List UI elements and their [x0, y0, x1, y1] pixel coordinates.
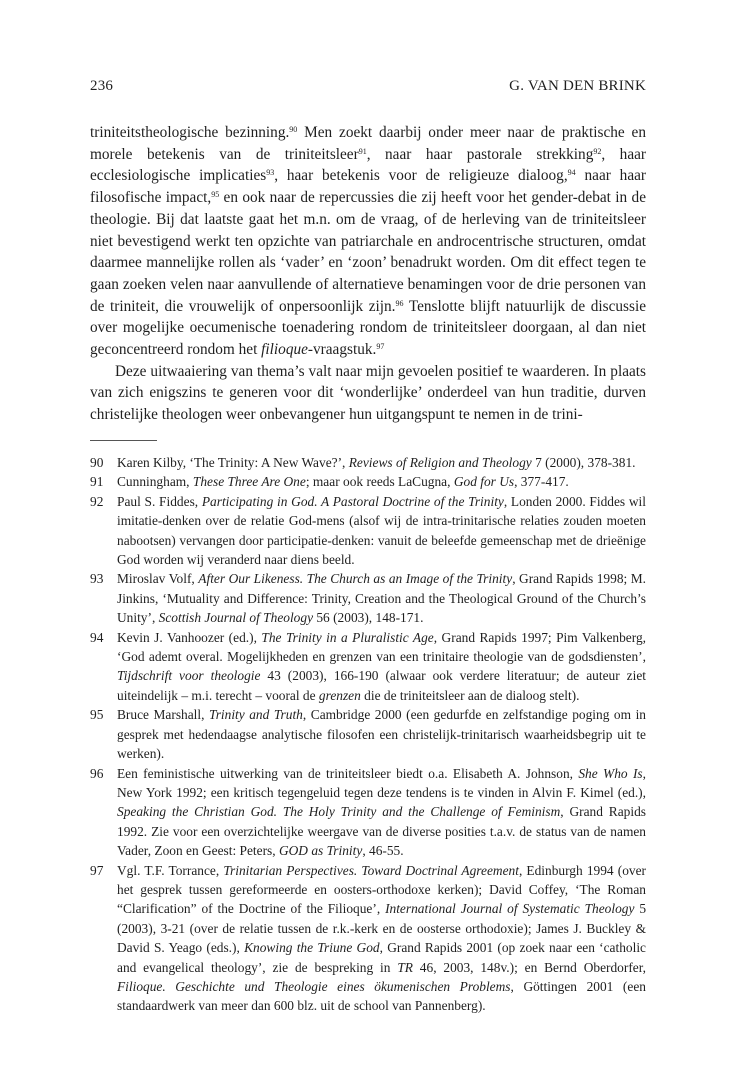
footnote-ref-93[interactable]: 93 — [266, 168, 275, 178]
footnote-text: Bruce Marshall, Trinity and Truth, Cambridge 2000 (een gedurfde en zelfstandige poging om in gesprek met hedendaagse analytische filosofen een christelijk-trinitarisch waarheidsbegrip uit te werken). — [117, 707, 646, 762]
footnote-ref-97[interactable]: 97 — [376, 342, 385, 352]
footnote-number: 97 — [90, 862, 104, 878]
footnote-ref-92[interactable]: 92 — [593, 146, 602, 156]
running-header — [90, 78, 646, 95]
footnote-number: 96 — [90, 765, 104, 781]
footnote-text: Een feministische uitwerking van de triniteitsleer biedt o.a. Elisabeth A. Johnson, She Who Is, New York 1992; een kritisch tegengeluid tegen deze tendens is te vinden in Alvin F. Kimel (ed.), Speaking the Christian God. The Holy Trinity and the Challenge of Feminism, Grand Rapids 1992. Zie voor een overzichtelijke weergave van de diverse posities t.a.v. de status van de namen Vader, Zoon en Geest: Peters, GOD as Trinity, 46-55. — [117, 765, 646, 859]
footnote-number: 92 — [90, 493, 104, 509]
page-number: 236 — [90, 78, 114, 94]
footnote-94 — [90, 628, 646, 706]
footnotes — [90, 453, 646, 1016]
footnote-text: Cunningham, These Three Are One; maar ook reeds LaCugna, God for Us, 377-417. — [117, 474, 569, 490]
footnote-97 — [90, 861, 646, 1016]
footnote-text: Karen Kilby, ‘The Trinity: A New Wave?’, Reviews of Religion and Theology 7 (2000), 378-381. — [117, 455, 636, 470]
running-head-author: G. VAN DEN BRINK — [509, 78, 646, 94]
footnote-text: Vgl. T.F. Torrance, Trinitarian Perspectives. Toward Doctrinal Agreement, Edinburgh 1994 (over het gesprek tussen gereformeerde en oosters-orthodoxe kerken); David Coffey, ‘The Roman “Clarification” of the Doctrine of the Filioque’, International Journal of Systematic Theology 5 (2003), 3-21 (over de relatie tussen de r.k.-kerk en de oosterse orthodoxie); James J. Buckley & David S. Yeago (eds.), Knowing the Triune God, Grand Rapids 2001 (op zoek naar een ‘catholic and evangelical theology’, zie de bespreking in TR 46, 2003, 148v.); en Bernd Oberdorfer, Filioque. Geschichte und Theologie eines ökumenischen Problems, Göttingen 2001 (een standaardwerk van meer dan 600 blz. uit de school van Pannenberg). — [117, 862, 647, 1014]
footnote-number: 90 — [90, 455, 104, 470]
footnote-text: Kevin J. Vanhoozer (ed.), The Trinity in a Pluralistic Age, Grand Rapids 1997; Pim Valkenberg, ‘God ademt overal. Mogelijkheden en grenzen van een trinitaire theologie van de godsdiensten’, Tijdschrift voor theologie 43 (2003), 166-190 (alwaar ook verdere literatuur; de auteur ziet uiteindelijk – m.i. terecht – vooral de grenzen die de triniteitsleer aan de dialoog stelt). — [117, 629, 647, 703]
footnote-text: Miroslav Volf, After Our Likeness. The Church as an Image of the Trinity, Grand Rapids 1998; M. Jinkins, ‘Mutuality and Difference: Trinity, Creation and the Theological Ground of the Church’s Unity’, Scottish Journal of Theology 56 (2003), 148-171. — [117, 571, 646, 626]
footnote-93 — [90, 569, 646, 627]
paragraph-1: triniteitstheologische bezinning.$^{90}$ Men zoekt daarbij onder meer naar de praktische en morele betekenis van de triniteitsleer$^{91}$, naar haar pastorale strekking$^{92}$, haar ecclesiologische implicaties$^{93}$, haar betekenis voor de religieuze dialoog,$^{94}$ naar haar filosofische impact,$^{95}$ en ook naar de repercussies die zij heeft voor het gender-debat in de theologie. Bij dat laatste gaat het m.n. om de vraag, of de herleving van de triniteitsleer niet bevestigend werkt ten opzichte van patriarchale en androcentrische structuren, omdat daarmee mannelijke rollen als ‘vader’ en ‘zoon’ benadrukt worden. Om dit effect tegen te gaan zoeken velen naar aanvullende of alternatieve benamingen voor de drie personen van de triniteit, die vrouwelijk of onpersoonlijk zijn.$^{96}$ Tenslotte blijft natuurlijk de discussie over mogelijke oecumenische toenadering rondom de triniteitsleer doorgaan, al dan niet geconcentreerd rondom het filioque-vraagstuk.$^{97}$ — [90, 124, 647, 359]
footnote-number: 93 — [90, 571, 104, 587]
footnote-ref-95[interactable]: 95 — [211, 190, 220, 200]
footnote-91 — [90, 472, 646, 491]
main-text — [90, 122, 646, 426]
paragraph-2: Deze uitwaaiering van thema’s valt naar mijn gevoelen positief te waarderen. In plaats van zich enigszins te generen voor dit ‘wonderlijke’ onderdeel van hun traditie, durven christelijke theologen weer onbevangener hun uitgangspunt te nemen in de trini- — [90, 362, 646, 424]
footnote-95 — [90, 705, 646, 763]
footnote-text: Paul S. Fiddes, Participating in God. A Pastoral Doctrine of the Trinity, Londen 2000. Fiddes wil imitatie-denken over de relatie God-mens (alsof wij de intra-trinitarische relaties zouden moeten nabootsen) vervangen door participatie-denken: vanuit de beleefde gemeenschap met de drieënige God worden wij veranderd naar diens beeld. — [117, 493, 646, 568]
footnote-92 — [90, 492, 646, 570]
footnote-ref-91[interactable]: 91 — [358, 146, 367, 156]
footnote-ref-90[interactable]: 90 — [289, 125, 298, 134]
footnote-number: 94 — [90, 629, 104, 645]
footnote-90 — [90, 453, 646, 472]
footnote-ref-96[interactable]: 96 — [395, 298, 404, 308]
footnote-96 — [90, 764, 646, 861]
footnote-ref-94[interactable]: 94 — [567, 168, 576, 178]
footnote-number: 95 — [90, 707, 104, 723]
footnote-separator — [90, 440, 157, 441]
footnote-number: 91 — [90, 474, 104, 490]
